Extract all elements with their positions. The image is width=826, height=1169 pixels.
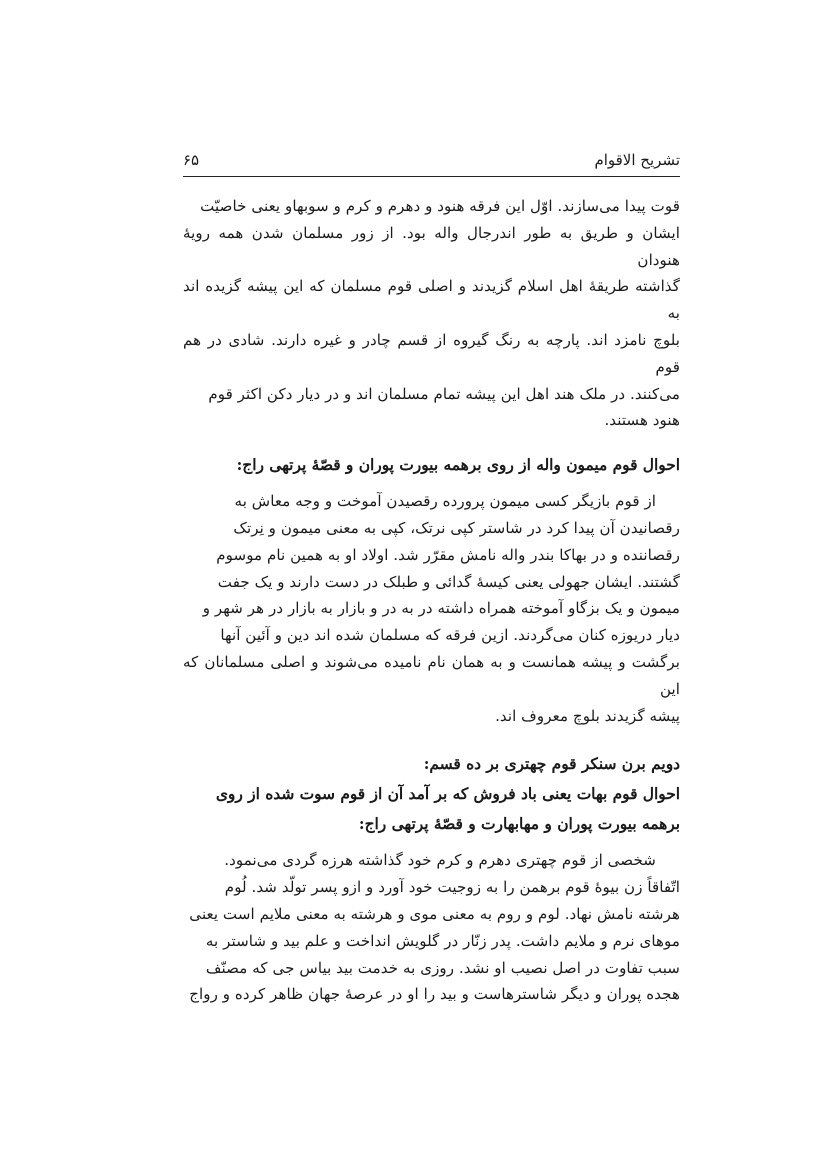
section-heading: برهمه بیورت پوران و مهابهارت و قصّهٔ پرتهی راج: xyxy=(358,815,680,834)
text-line: بلوچ نامزد اند. پارچه به رنگ گیروه از قسم چادر و غیره دارند. شادی در هم قوم xyxy=(183,330,680,376)
text-line: برگشت و پیشه همانست و به همان نام نامیده می‌شوند و اصلی مسلمانان که این xyxy=(183,652,680,698)
text-line: قوت پیدا می‌سازند. اوّل این فرقه هنود و دهرم و کرم و سوبهاو یعنی خاصیّت xyxy=(200,197,680,215)
paragraph-1 xyxy=(183,193,680,434)
paragraph-2 xyxy=(183,488,680,729)
spacer xyxy=(183,839,680,847)
section-heading: احوال قوم میمون واله از روی برهمه بیورت پوران و قصّهٔ پرتهی راج: xyxy=(236,456,680,475)
text-line: رقصاننده و در بهاکا بندر واله نامش مقرّر شد. اولاد او به همین نام موسوم xyxy=(216,545,680,564)
paragraph-3 xyxy=(183,847,680,1008)
text-line: شخصی از قوم چهتری دهرم و کرم خود گذاشته هرزه گردی می‌نمود. xyxy=(224,851,656,870)
text-line: هنود هستند. xyxy=(604,411,680,430)
spacer xyxy=(183,480,680,488)
text-line: سبب تفاوت در اصل نصیب او نشد. روزی به خدمت بید بیاس جی که مصنّف xyxy=(205,958,680,977)
book-page xyxy=(183,148,680,1008)
text-line: از قوم بازیگر کسی میمون پرورده رقصیدن آموخت و وجه معاش به xyxy=(234,492,656,511)
text-line: پیشه گزیدند بلوچ معروف اند. xyxy=(495,706,680,725)
running-head xyxy=(183,148,680,177)
running-head-title: تشریح الاقوام xyxy=(594,151,680,169)
page-number: ۶۵ xyxy=(183,151,200,169)
text-line: می‌کنند. در ملک هند اهل این پیشه تمام مسلمان اند و در دیار دکن اکثر قوم xyxy=(208,384,680,403)
text-line: هرشته نامش نهاد. لوم و روم به معنی موی و هرشته به معنی ملایم است یعنی xyxy=(189,904,680,923)
text-line: دیار دریوزه کنان می‌گردند. ازین فرقه که مسلمان شده اند دین و آئین آنها xyxy=(220,626,680,645)
text-line: گذاشته طریقهٔ اهل اسلام گزیدند و اصلی قوم مسلمان که این پیشه گزیده اند به xyxy=(183,277,680,323)
text-line: رقصانیدن آن پیدا کرد در شاستر کپی نرتک، کپی به معنی میمون و نِرتک xyxy=(233,518,680,537)
section-heading: احوال قوم بهات یعنی باد فروش که بر آمد آن از قوم سوت شده از روی xyxy=(215,785,680,804)
text-line: موهای نرم و ملایم داشت. پدر زنّار در گلویش انداخت و علم بید و شاستر به xyxy=(205,931,680,950)
text-line: میمون و یک بزگاو آموخته همراه داشته در به در و بازار به بازار در هر شهر و xyxy=(202,599,680,618)
page-body xyxy=(183,193,680,1008)
text-line: گشتند. ایشان جهولی یعنی کیسهٔ گدائی و طبلک در دست دارند و یک جفت xyxy=(217,572,680,591)
text-line: اتّفاقاً زن بیوهٔ قوم برهمن را به زوجیت خود آورد و ازو پسر تولّد شد. لُوم xyxy=(224,878,680,897)
spacer xyxy=(183,434,680,450)
text-line: هجده پوران و دیگر شاسترهاست و بید را او در عرصهٔ جهان ظاهر کرده و رواج xyxy=(189,985,680,1004)
text-line: ایشان و طریق به طور اندرجال واله بود. از زور مسلمان شدن همه رویهٔ هنودان xyxy=(183,223,680,269)
section-heading: دویم برن سنکر قوم چهتری بر ده قسم: xyxy=(423,755,680,774)
spacer xyxy=(183,729,680,749)
